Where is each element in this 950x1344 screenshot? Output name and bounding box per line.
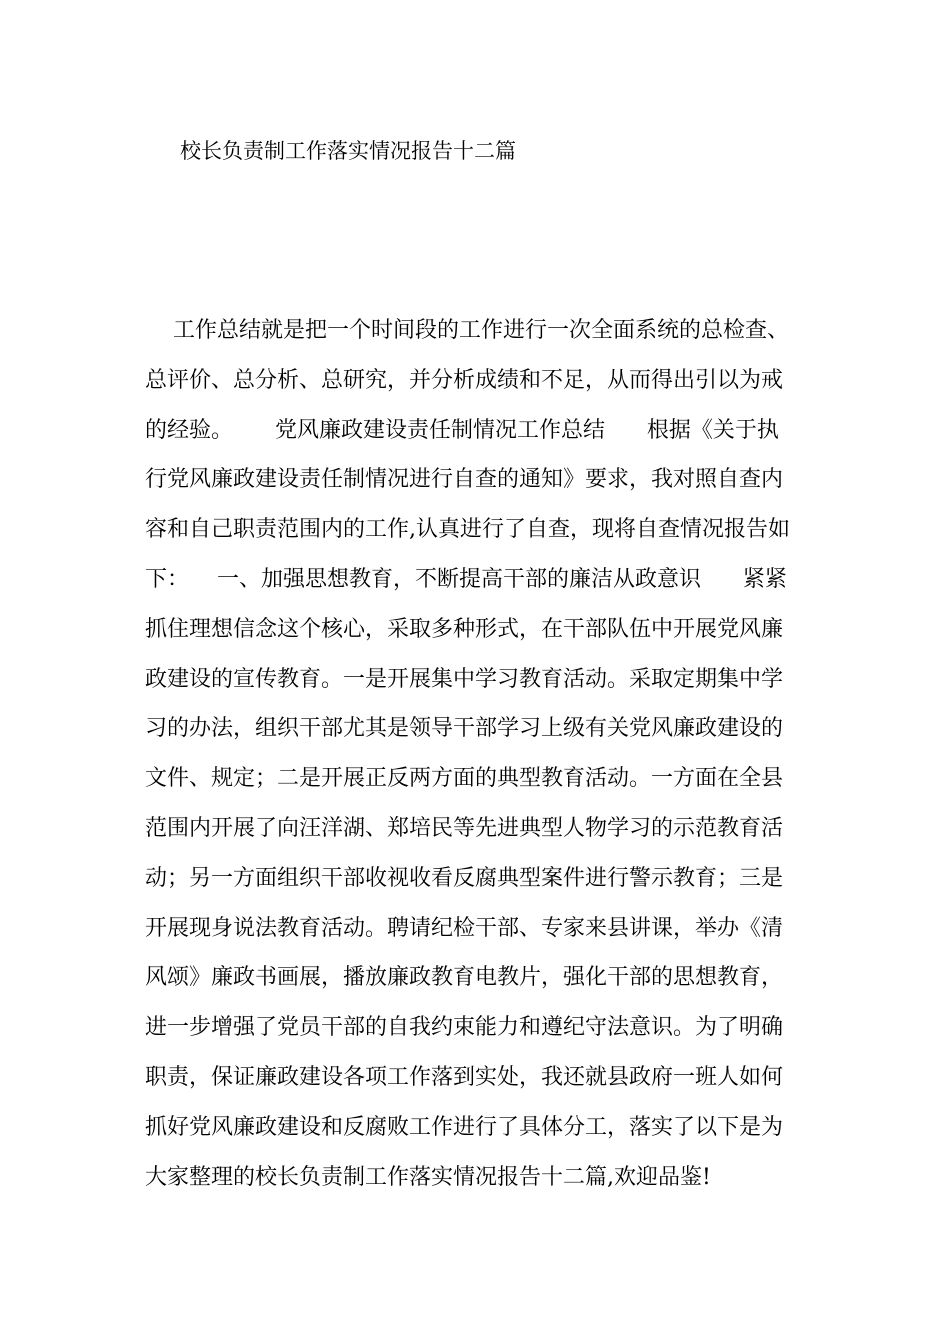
body-line: 行党风廉政建设责任制情况进行自查的通知》要求，我对照自查内 bbox=[145, 467, 784, 493]
body-line: 的经验。 党风廉政建设责任制情况工作总结 根据《关于执 bbox=[145, 417, 779, 443]
body-line: 抓住理想信念这个核心，采取多种形式，在干部队伍中开展党风廉 bbox=[145, 616, 784, 642]
document-body bbox=[145, 306, 815, 1202]
body-line: 工作总结就是把一个时间段的工作进行一次全面系统的总检查、 bbox=[145, 318, 789, 343]
body-line: 政建设的宣传教育。一是开展集中学习教育活动。采取定期集中学 bbox=[145, 666, 784, 692]
body-line: 总评价、总分析、总研究，并分析成绩和不足，从而得出引以为戒 bbox=[145, 367, 784, 393]
body-line: 进一步增强了党员干部的自我约束能力和遵纪守法意识。为了明确 bbox=[145, 1015, 784, 1041]
body-line: 抓好党风廉政建设和反腐败工作进行了具体分工，落实了以下是为 bbox=[145, 1114, 784, 1140]
body-line: 职责，保证廉政建设各项工作落到实处，我还就县政府一班人如何 bbox=[145, 1064, 784, 1090]
body-line: 文件、规定；二是开展正反两方面的典型教育活动。一方面在全县 bbox=[145, 766, 784, 792]
body-line: 下： 一、加强思想教育，不断提高干部的廉洁从政意识 紧紧 bbox=[145, 566, 787, 592]
body-line: 动；另一方面组织干部收视收看反腐典型案件进行警示教育；三是 bbox=[145, 865, 784, 891]
body-line: 风颂》廉政书画展，播放廉政教育电教片，强化干部的思想教育， bbox=[145, 965, 784, 991]
body-line: 开展现身说法教育活动。聘请纪检干部、专家来县讲课，举办《清 bbox=[145, 915, 784, 941]
body-line: 容和自己职责范围内的工作,认真进行了自查，现将自查情况报告如 bbox=[145, 517, 790, 543]
body-line: 范围内开展了向汪洋湖、郑培民等先进典型人物学习的示范教育活 bbox=[145, 815, 784, 841]
body-line: 大家整理的校长负责制工作落实情况报告十二篇,欢迎品鉴! bbox=[145, 1164, 711, 1190]
body-line: 习的办法，组织干部尤其是领导干部学习上级有关党风廉政建设的 bbox=[145, 716, 784, 742]
document-title: 校长负责制工作落实情况报告十二篇 bbox=[180, 139, 516, 163]
